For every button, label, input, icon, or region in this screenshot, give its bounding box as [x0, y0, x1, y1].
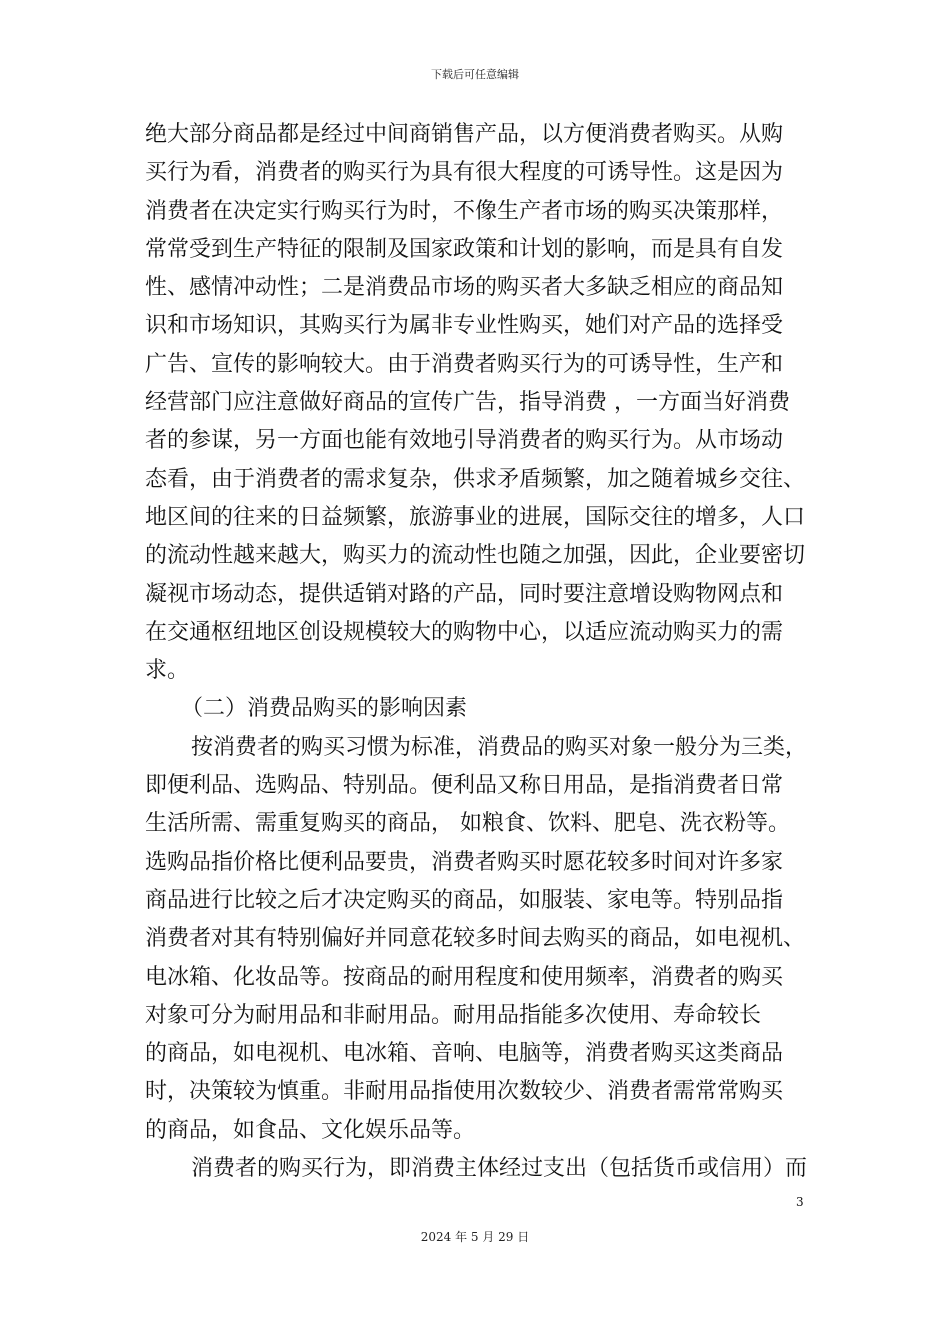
body-line: 按消费者的购买习惯为标准，消费品的购买对象一般分为三类， [191, 734, 808, 760]
page-number: 3 [796, 1195, 804, 1209]
body-line: 对象可分为耐用品和非耐用品。耐用品指能多次使用、寿命较长 [145, 1002, 762, 1028]
body-line: 的商品，如电视机、电冰箱、音响、电脑等，消费者购买这类商品 [145, 1041, 784, 1067]
body-line: 态看，由于消费者的需求复杂，供求矛盾频繁，加之随着城乡交往、 [145, 466, 806, 492]
body-line: 消费者对其有特别偏好并同意花较多时间去购买的商品，如电视机、 [145, 926, 806, 952]
body-line: 消费者的购买行为，即消费主体经过支出（包括货币或信用）而 [191, 1156, 808, 1182]
body-line: 凝视市场动态，提供适销对路的产品，同时要注意增设购物网点和 [145, 581, 784, 607]
page-header: 下载后可任意编辑 [431, 68, 519, 81]
body-line: 经营部门应注意做好商品的宣传广告，指导消费 ，一方面当好消费 [145, 390, 790, 416]
body-line: 即便利品、选购品、特别品。便利品又称日用品，是指消费者日常 [145, 773, 784, 799]
body-line: 的商品，如食品、文化娱乐品等。 [145, 1117, 476, 1143]
body-line: 选购品指价格比便利品要贵，消费者购买时愿花较多时间对许多家 [145, 849, 784, 875]
body-line: 性、感情冲动性；二是消费品市场的购买者大多缺乏相应的商品知 [145, 275, 784, 301]
body-line: 的流动性越来越大，购买力的流动性也随之加强，因此，企业要密切 [145, 543, 806, 569]
document-body [145, 116, 815, 1188]
section-subheading: （二）消费品购买的影响因素 [181, 696, 468, 722]
body-line: 买行为看，消费者的购买行为具有很大程度的可诱导性。这是因为 [145, 160, 784, 186]
body-line: 绝大部分商品都是经过中间商销售产品，以方便消费者购买。从购 [145, 122, 784, 147]
body-line: 生活所需、需重复购买的商品， 如粮食、饮料、肥皂、洗衣粉等。 [145, 811, 790, 837]
body-line: 地区间的往来的日益频繁，旅游事业的进展，国际交往的增多，人口 [145, 504, 806, 530]
body-line: 时，决策较为慎重。非耐用品指使用次数较少、消费者需常常购买 [145, 1079, 784, 1105]
body-line: 电冰箱、化妆品等。按商品的耐用程度和使用频率，消费者的购买 [145, 964, 784, 990]
body-line: 商品进行比较之后才决定购买的商品，如服装、家电等。特别品指 [145, 887, 784, 913]
body-line: 在交通枢纽地区创设规模较大的购物中心，以适应流动购买力的需 [145, 619, 784, 645]
body-line: 广告、宣传的影响较大。由于消费者购买行为的可诱导性，生产和 [145, 351, 784, 377]
body-line: 消费者在决定实行购买行为时，不像生产者市场的购买决策那样， [145, 198, 784, 224]
page-footer-date: 2024 年 5 月 29 日 [420, 1230, 530, 1244]
body-line: 识和市场知识，其购买行为属非专业性购买，她们对产品的选择受 [145, 313, 784, 339]
body-line: 求。 [145, 658, 190, 684]
body-line: 者的参谋，另一方面也能有效地引导消费者的购买行为。从市场动 [145, 428, 784, 454]
body-line: 常常受到生产特征的限制及国家政策和计划的影响，而是具有自发 [145, 236, 784, 262]
